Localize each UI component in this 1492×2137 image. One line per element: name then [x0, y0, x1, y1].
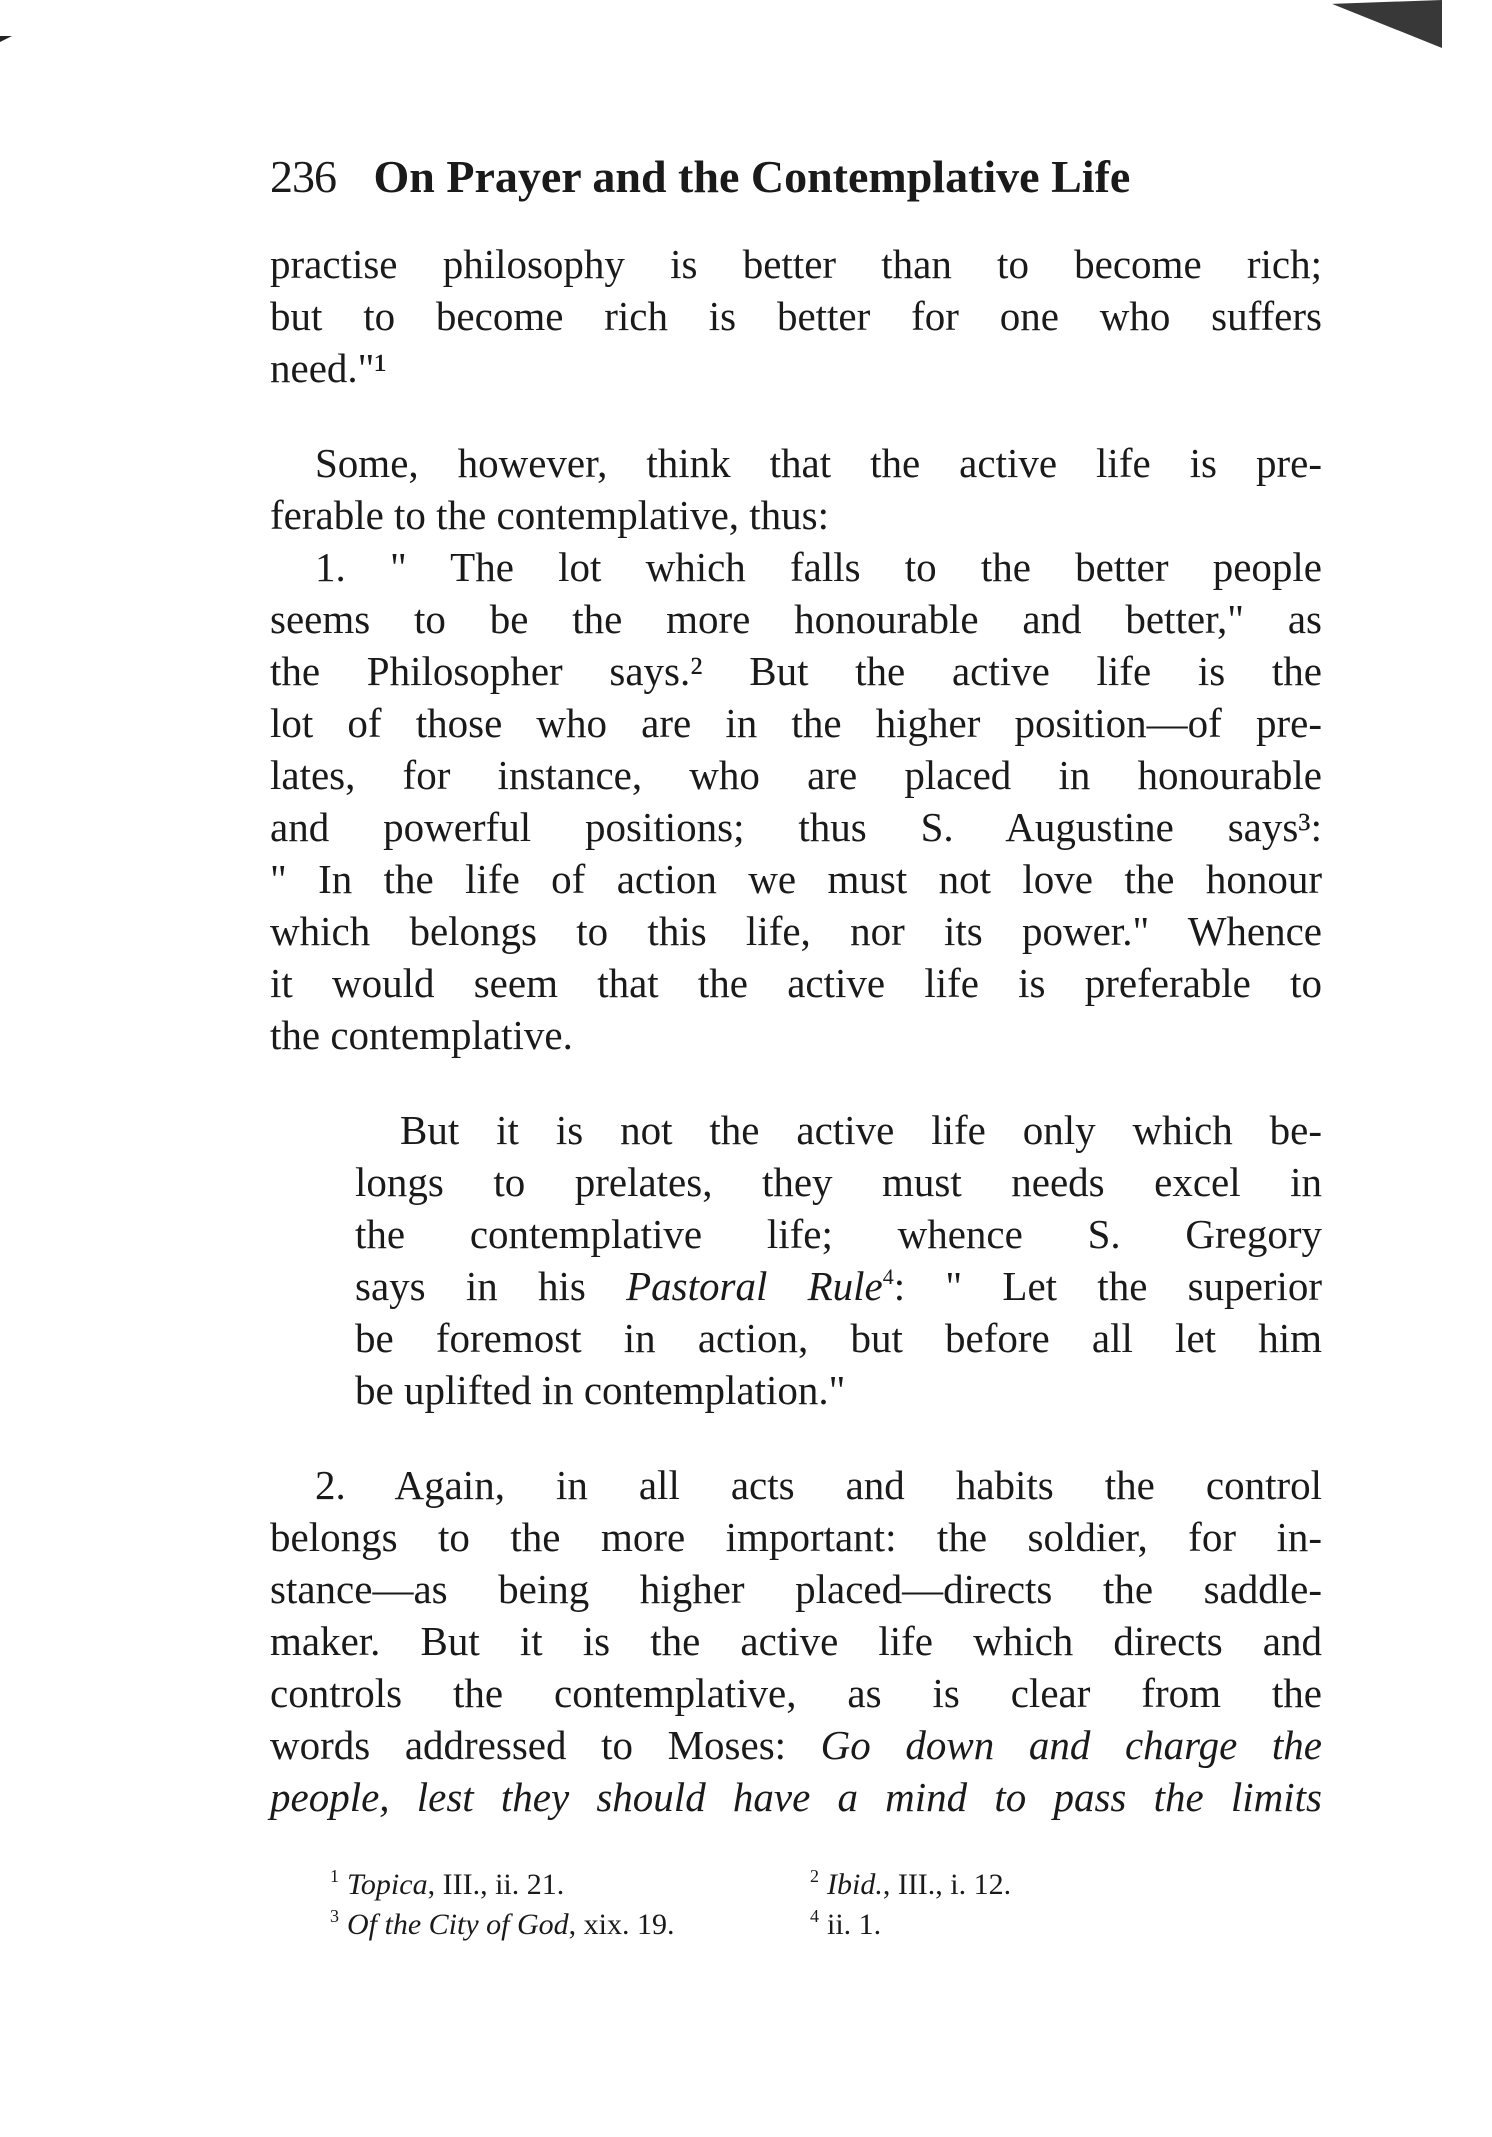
running-title: On Prayer and the Contemplative Life	[373, 151, 1131, 202]
text-line: longs to prelates, they must needs excel in	[355, 1159, 1322, 1205]
footnote-4: $^4$ ii. 1.	[810, 1906, 882, 1941]
running-header	[270, 150, 1330, 203]
paragraph-objection-intro-cont	[270, 489, 1322, 541]
scan-corner-mark	[0, 36, 12, 42]
text-line: 2. Again, in all acts and habits the control	[315, 1462, 1322, 1508]
text-line: seems to be the more honourable and better," as	[270, 596, 1322, 642]
text-line: but to become rich is better for one who suffers	[270, 293, 1322, 339]
italic-quote: people, lest they should have a mind to pass the limits	[270, 1774, 1322, 1820]
text-line: stance—as being higher placed—directs the saddle-	[270, 1566, 1322, 1612]
text-line: be uplifted in contemplation."	[355, 1367, 846, 1413]
text-line: belongs to the more important: the soldier, for in-	[270, 1514, 1322, 1560]
reply-block-1	[270, 1104, 1322, 1416]
text-line: ferable to the contemplative, thus:	[270, 492, 830, 538]
italic-title: Pastoral Rule	[626, 1263, 883, 1309]
text-line: lot of those who are in the higher position—of pre-	[270, 700, 1322, 746]
text-line: controls the contemplative, as is clear from the	[270, 1670, 1322, 1716]
text-line: 1. " The lot which falls to the better people	[315, 544, 1322, 590]
page-number: 236	[270, 151, 336, 202]
paragraph-objection-1	[270, 541, 1322, 1061]
footnote-row	[330, 1905, 1290, 1945]
text-line-with-italic: words addressed to Moses: Go down and charge the	[270, 1722, 1322, 1768]
text-line: be foremost in action, but before all let him	[355, 1315, 1322, 1361]
text-line: " In the life of action we must not love the honour	[270, 856, 1322, 902]
footnote-3: $^3$ Of the City of God, xix. 19.	[330, 1906, 675, 1941]
text-line-italic	[270, 1771, 1322, 1823]
italic-quote: Go down and charge the	[820, 1722, 1322, 1768]
text-line: it would seem that the active life is preferable to	[270, 960, 1322, 1006]
footnote-1: $^1$ Topica, III., ii. 21.	[330, 1866, 565, 1901]
footnotes	[330, 1865, 1290, 1945]
page-body	[270, 238, 1322, 1823]
text-line: the Philosopher says.² But the active life is the	[270, 648, 1322, 694]
text-line: the contemplative life; whence S. Gregory	[355, 1211, 1322, 1257]
paragraph-continuation	[270, 238, 1322, 394]
text-line: But it is not the active life only which be-	[400, 1107, 1322, 1153]
text-line: need."¹	[270, 345, 387, 391]
text-line: maker. But it is the active life which directs and	[270, 1618, 1322, 1664]
footnote-2: $^2$ Ibid., III., i. 12.	[810, 1866, 1012, 1901]
text-line-with-italic: says in his Pastoral Rule$^4$: " Let the superior	[355, 1263, 1322, 1309]
paragraph-objection-2	[270, 1459, 1322, 1823]
text-line: Some, however, think that the active life is pre-	[315, 440, 1322, 486]
scan-page-fold	[1332, 0, 1442, 48]
text-line: practise philosophy is better than to become rich;	[270, 241, 1322, 287]
text-line: the contemplative.	[270, 1012, 573, 1058]
text-line: lates, for instance, who are placed in honourable	[270, 752, 1322, 798]
text-line: and powerful positions; thus S. Augustine says³:	[270, 804, 1322, 850]
text-line: which belongs to this life, nor its power." Whence	[270, 908, 1322, 954]
footnote-ref-4[interactable]: 4	[882, 1264, 894, 1289]
paragraph-objection-intro	[270, 437, 1322, 489]
footnote-row	[330, 1865, 1290, 1905]
